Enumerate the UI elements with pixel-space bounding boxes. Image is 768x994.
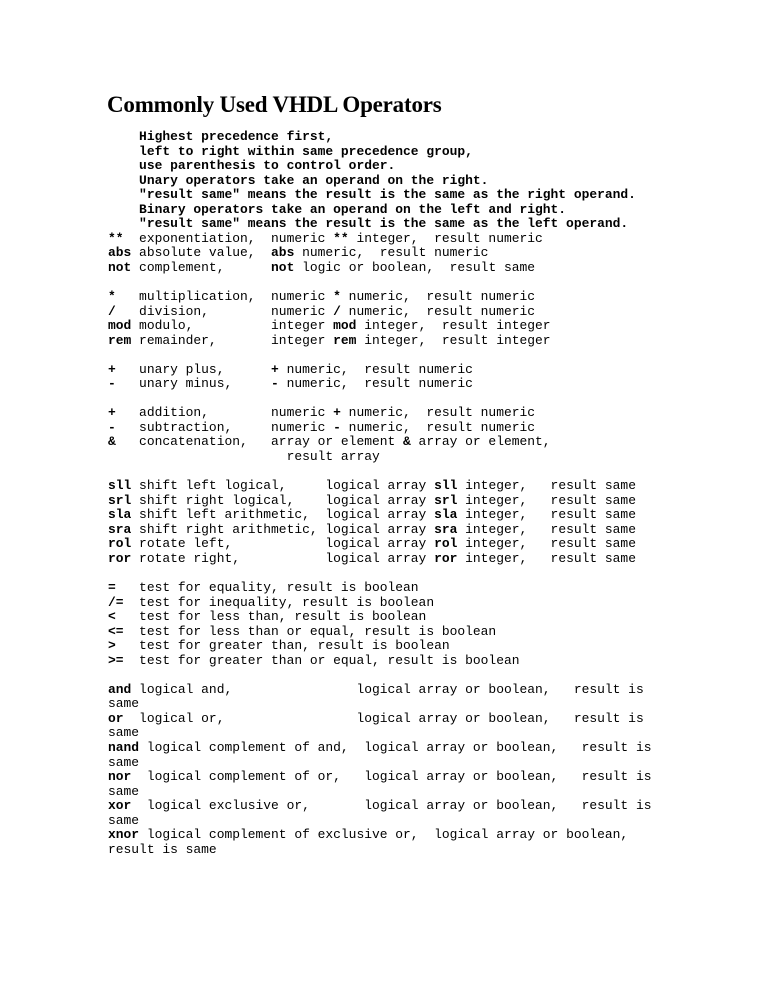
operator-text: same xyxy=(108,725,140,741)
operator-keyword: rol xyxy=(434,536,458,552)
operator-keyword: /= xyxy=(108,594,124,610)
operator-text: same xyxy=(108,754,140,770)
operator-keyword: sra xyxy=(108,521,132,537)
operator-text: test for inequality, result is boolean xyxy=(123,594,435,610)
operator-keyword: = xyxy=(108,579,116,595)
operator-keyword: "result same" means the result is the same as the right operand. xyxy=(108,187,636,203)
operator-text: test for greater than or equal, result is boolean xyxy=(123,652,520,668)
operator-keyword: nor xyxy=(108,769,132,785)
operator-text: numeric, result numeric xyxy=(278,376,473,392)
operator-text: logic or boolean, result same xyxy=(294,259,536,275)
operator-keyword: - xyxy=(108,376,116,392)
operator-text: integer, result integer xyxy=(356,332,551,348)
operator-keyword: Highest precedence first, xyxy=(108,129,334,144)
operator-keyword: mod xyxy=(333,318,357,334)
operator-keyword: rem xyxy=(333,332,357,348)
operator-text: numeric, result numeric xyxy=(340,405,536,421)
operator-keyword: & xyxy=(108,434,116,450)
operator-keyword: abs xyxy=(108,245,132,261)
operator-keyword: >= xyxy=(108,652,124,668)
operator-listing xyxy=(108,130,651,857)
operator-keyword: left to right within same precedence group, xyxy=(108,143,473,159)
operator-keyword: ror xyxy=(434,550,458,566)
operator-text: logical complement of and, logical array or boolean, result is xyxy=(139,739,652,755)
operator-text: logical and, logical array or boolean, result is xyxy=(131,681,644,697)
operator-keyword: sla xyxy=(108,507,132,523)
operator-keyword: srl xyxy=(108,492,132,508)
operator-text: numeric, result numeric xyxy=(340,419,536,435)
operator-text: shift left arithmetic, logical array xyxy=(131,507,435,523)
operator-keyword: > xyxy=(108,638,116,654)
operator-text: same xyxy=(108,783,140,799)
operator-text: numeric, result numeric xyxy=(340,289,536,305)
operator-text: integer, result numeric xyxy=(348,230,543,246)
operator-keyword: sla xyxy=(434,507,458,523)
operator-keyword: ** xyxy=(108,230,124,246)
operator-text: numeric, result numeric xyxy=(294,245,489,261)
operator-text: integer, result integer xyxy=(356,318,551,334)
operator-keyword: "result same" means the result is the same as the left operand. xyxy=(108,216,629,232)
operator-text: rotate left, logical array xyxy=(131,536,435,552)
operator-text: addition, numeric xyxy=(115,405,334,421)
operator-text: test for equality, result is boolean xyxy=(115,579,419,595)
operator-text: subtraction, numeric xyxy=(115,419,334,435)
operator-text: result array xyxy=(108,449,380,465)
operator-text: exponentiation, numeric xyxy=(123,230,334,246)
operator-text: complement, xyxy=(131,259,272,275)
operator-keyword: * xyxy=(333,289,341,305)
operator-text: shift right arithmetic, logical array xyxy=(131,521,435,537)
operator-text: unary minus, xyxy=(115,376,272,392)
operator-text: integer, result same xyxy=(457,507,636,523)
operator-keyword: - xyxy=(333,419,341,435)
operator-text: logical exclusive or, logical array or boolean, result is xyxy=(131,798,652,814)
operator-text: shift right logical, logical array xyxy=(131,492,435,508)
operator-keyword: - xyxy=(271,376,279,392)
operator-text: rotate right, logical array xyxy=(131,550,435,566)
operator-keyword: xor xyxy=(108,798,132,814)
operator-text: same xyxy=(108,812,140,828)
operator-keyword: / xyxy=(108,303,116,319)
operator-keyword: Unary operators take an operand on the right. xyxy=(108,172,489,188)
operator-keyword: + xyxy=(108,361,116,377)
operator-keyword: not xyxy=(108,259,132,275)
operator-text: modulo, integer xyxy=(131,318,334,334)
operator-keyword: or xyxy=(108,710,124,726)
operator-keyword: sra xyxy=(434,521,458,537)
operator-text: result is same xyxy=(108,841,217,857)
operator-keyword: Binary operators take an operand on the left and right. xyxy=(108,201,567,217)
operator-text: integer, result same xyxy=(457,492,636,508)
operator-keyword: * xyxy=(108,289,116,305)
operator-text: test for less than, result is boolean xyxy=(115,609,427,625)
operator-keyword: use parenthesis to control order. xyxy=(108,158,396,174)
operator-keyword: / xyxy=(333,303,341,319)
operator-keyword: sll xyxy=(108,478,132,494)
operator-keyword: < xyxy=(108,609,116,625)
operator-text: integer, result same xyxy=(457,478,636,494)
operator-keyword: <= xyxy=(108,623,124,639)
operator-text: logical complement of or, logical array or boolean, result is xyxy=(131,769,652,785)
operator-text: logical or, logical array or boolean, result is xyxy=(123,710,644,726)
operator-text: integer, result same xyxy=(457,550,636,566)
operator-keyword: & xyxy=(403,434,411,450)
operator-keyword: mod xyxy=(108,318,132,334)
operator-text: unary plus, xyxy=(115,361,272,377)
operator-text: division, numeric xyxy=(115,303,334,319)
operator-keyword: and xyxy=(108,681,132,697)
operator-text: integer, result same xyxy=(457,536,636,552)
operator-text: array or element, xyxy=(410,434,551,450)
operator-text: logical complement of exclusive or, logical array or boolean, xyxy=(139,827,629,843)
operator-keyword: + xyxy=(271,361,279,377)
operator-keyword: abs xyxy=(271,245,295,261)
operator-text: multiplication, numeric xyxy=(115,289,334,305)
operator-keyword: nand xyxy=(108,739,140,755)
operator-text: test for greater than, result is boolean xyxy=(115,638,450,654)
operator-keyword: - xyxy=(108,419,116,435)
operator-keyword: ** xyxy=(333,230,349,246)
operator-keyword: sll xyxy=(434,478,458,494)
operator-text: shift left logical, logical array xyxy=(131,478,435,494)
operator-text: concatenation, array or element xyxy=(115,434,404,450)
operator-keyword: rol xyxy=(108,536,132,552)
operator-keyword: + xyxy=(333,405,341,421)
operator-text: integer, result same xyxy=(457,521,636,537)
operator-text: numeric, result numeric xyxy=(278,361,473,377)
operator-text: same xyxy=(108,696,140,712)
operator-text: numeric, result numeric xyxy=(340,303,536,319)
operator-keyword: srl xyxy=(434,492,458,508)
operator-keyword: + xyxy=(108,405,116,421)
operator-text: test for less than or equal, result is boolean xyxy=(123,623,497,639)
operator-keyword: rem xyxy=(108,332,132,348)
operator-text: absolute value, xyxy=(131,245,272,261)
operator-keyword: not xyxy=(271,259,295,275)
operator-text: remainder, integer xyxy=(131,332,334,348)
page-title: Commonly Used VHDL Operators xyxy=(107,92,442,117)
operator-keyword: xnor xyxy=(108,827,140,843)
operator-keyword: ror xyxy=(108,550,132,566)
